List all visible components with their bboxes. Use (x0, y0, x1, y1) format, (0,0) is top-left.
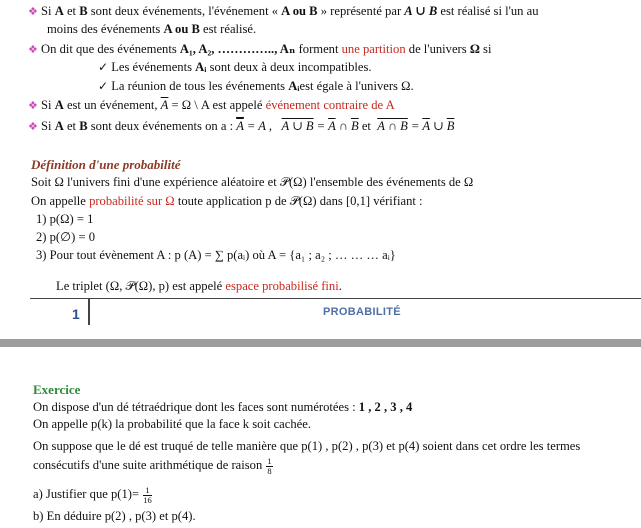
definition-title: Définition d'une probabilité (31, 157, 181, 172)
text: si (479, 42, 492, 56)
text: sont deux événements, l'événement « (87, 4, 282, 18)
text: = A , (243, 119, 273, 133)
text: est réalisé. (199, 22, 257, 36)
union-symbol: A ∪ B (404, 4, 438, 18)
text: toute application p de 𝒫(Ω) dans [0,1] vérifiant : (174, 194, 423, 208)
text: On appelle (31, 194, 90, 208)
checkmark-icon: ✓ (98, 60, 109, 74)
text: On dispose d'un dé tétraédrique dont les faces sont numérotées : (33, 400, 359, 414)
text: A ∪ B (281, 119, 314, 133)
page-separator-bar (0, 339, 641, 347)
p1-fraction (143, 486, 152, 504)
highlight-partition: une partition (341, 42, 406, 56)
diamond-bullet-icon: ❖ (28, 100, 38, 112)
diamond-bullet-icon: ❖ (28, 121, 38, 133)
text: Les événements (111, 60, 196, 74)
check-reunion (98, 79, 414, 94)
text: A ou B (281, 4, 318, 18)
text: B (79, 4, 88, 18)
text: . (338, 279, 342, 293)
exercice-title: Exercice (33, 382, 81, 397)
text: $\overline{B}$ (446, 119, 455, 133)
text: = (407, 119, 423, 133)
text: » représenté par (317, 4, 405, 18)
triplet-line (56, 279, 342, 294)
text: $\overline{B}$ (350, 119, 359, 133)
text: Si (41, 98, 55, 112)
text: Si (41, 4, 55, 18)
text: Ω (469, 42, 480, 56)
bullet-contraire (28, 98, 395, 113)
footer-vertical-rule (88, 299, 90, 325)
definition-item-3: 3) Pour tout évènement A : p (A) = ∑ p(aᵢ) où A = {a₁ ; a₂ ; … … … aᵢ} (36, 248, 396, 262)
text: Si (41, 119, 55, 133)
bullet-partition (28, 42, 491, 57)
text: Le triplet (Ω, 𝒫(Ω), p) est appelé (56, 279, 226, 293)
page-number: 1 (72, 306, 80, 322)
text: et (358, 119, 375, 133)
text: A ∩ B (377, 119, 408, 133)
bullet-morgan (28, 119, 454, 134)
text: Aᵢ (195, 60, 207, 74)
text: A (54, 4, 64, 18)
text: ∪ (429, 119, 447, 133)
bullet-union-line2 (47, 22, 256, 37)
text: et (63, 119, 80, 133)
text: est un événement, (63, 98, 161, 112)
exercice-line-4 (33, 457, 274, 475)
text: A (54, 119, 64, 133)
question-b: b) En déduire p(2) , p(3) et p(4). (33, 509, 196, 523)
page-gap (0, 334, 641, 378)
check-incompatibles (98, 60, 372, 75)
text: A (54, 98, 64, 112)
text: ∩ (335, 119, 351, 133)
text: moins des événements (47, 22, 164, 36)
exercice-line-2: On appelle p(k) la probabilité que la face k soit cachée. (33, 417, 311, 431)
fraction-denominator: 16 (143, 494, 152, 505)
a-double-bar-symbol: $\overline{A}$ (236, 119, 244, 133)
text: forment (295, 42, 342, 56)
text: = Ω \ A est appelé (168, 98, 266, 112)
footer-rule (30, 298, 641, 299)
a-bar-symbol: $\overline{A}$ (160, 98, 169, 112)
text: est égale à l'univers Ω. (299, 79, 414, 93)
text: de l'univers (405, 42, 470, 56)
text: $\overline{A}$ (422, 119, 430, 133)
diamond-bullet-icon: ❖ (28, 6, 38, 18)
fraction-denominator: 8 (267, 465, 272, 476)
highlight-espace: espace probabilisé fini (225, 279, 339, 293)
footer-title: PROBABILITÉ (323, 306, 401, 318)
text: La réunion de tous les événements (111, 79, 289, 93)
text: sont deux événements on a : (87, 119, 237, 133)
highlight-contraire: événement contraire de A (265, 98, 395, 112)
checkmark-icon: ✓ (98, 79, 109, 93)
text: $\overline{A}$ (328, 119, 336, 133)
text: A ou B (163, 22, 200, 36)
fraction-numerator: 1 (143, 486, 152, 496)
definition-item-2: 2) p(∅) = 0 (36, 230, 95, 244)
definition-line-2 (31, 194, 423, 209)
text: A₁, A₂, ………….., Aₙ (179, 42, 296, 56)
text: B (79, 119, 88, 133)
fraction-numerator: 1 (267, 456, 272, 466)
text: = (313, 119, 329, 133)
definition-item-1: 1) p(Ω) = 1 (36, 212, 94, 226)
bullet-union (28, 4, 539, 19)
text: et (63, 4, 80, 18)
exercice-line-1 (33, 400, 412, 415)
definition-line-1: Soit Ω l'univers fini d'une expérience aléatoire et 𝒫(Ω) l'ensemble des événements de Ω (31, 175, 474, 189)
text: est réalisé si l'un au (437, 4, 539, 18)
text: a) Justifier que p(1)= (33, 486, 143, 501)
highlight-probabilite: probabilité sur Ω (89, 194, 175, 208)
question-a (33, 486, 153, 504)
raison-fraction (266, 457, 272, 475)
text: consécutifs d'une suite arithmétique de raison (33, 457, 266, 472)
faces-numbers: 1 , 2 , 3 , 4 (358, 400, 413, 414)
text: sont deux à deux incompatibles. (206, 60, 372, 74)
text: On dit que des événements (41, 42, 180, 56)
exercice-line-3: On suppose que le dé est truqué de telle manière que p(1) , p(2) , p(3) et p(4) soient dans cet ordre les termes (33, 439, 581, 453)
text: Aᵢ (288, 79, 300, 93)
diamond-bullet-icon: ❖ (28, 44, 38, 56)
